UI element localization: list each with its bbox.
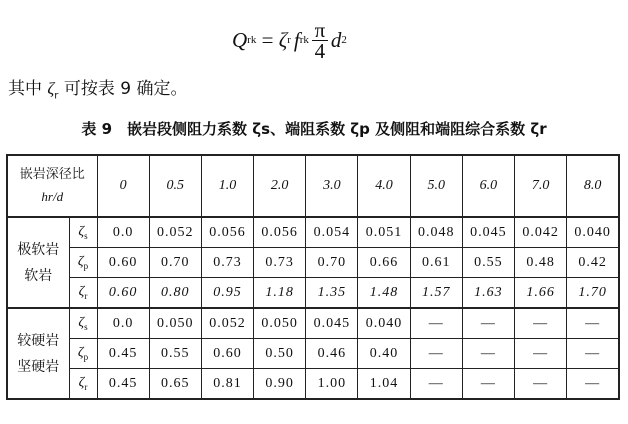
column-header: 8.0 (567, 155, 619, 217)
coefficient-symbol (69, 369, 97, 400)
table-cell: 0.60 (97, 248, 149, 278)
table-row (7, 308, 619, 339)
header-label-line2: hr/d (41, 189, 64, 204)
table-cell: 0.50 (254, 339, 306, 369)
column-header: 1.0 (201, 155, 253, 217)
column-header: 4.0 (358, 155, 410, 217)
symbol-subscript: p (83, 260, 89, 271)
rock-group-cell (7, 308, 69, 399)
note-zeta: ζ (47, 79, 55, 98)
table-cell: 0.45 (97, 339, 149, 369)
note-suffix: 可按表 9 确定。 (58, 79, 188, 99)
table-cell: — (515, 308, 567, 339)
table-cell: 0.054 (306, 217, 358, 248)
symbol-zeta: ζ (78, 284, 85, 300)
table-caption: 表 9 嵌岩段侧阻力系数 ζs、端阻系数 ζp 及侧阻和端阻综合系数 ζr (81, 120, 547, 138)
table-cell: 0.0 (97, 217, 149, 248)
table-cell: 0.48 (515, 248, 567, 278)
table-cell: 0.95 (201, 278, 253, 309)
table-cell: 0.052 (149, 217, 201, 248)
table-cell: 0.050 (149, 308, 201, 339)
table-cell: 0.61 (410, 248, 462, 278)
table-cell: 0.90 (254, 369, 306, 400)
table-cell: 0.040 (567, 217, 619, 248)
table-cell: — (410, 308, 462, 339)
formula-numerator: π (314, 17, 326, 42)
table-cell: — (462, 308, 514, 339)
table-cell: 0.55 (462, 248, 514, 278)
coefficient-symbol (69, 308, 97, 339)
table-cell: 0.045 (462, 217, 514, 248)
table-cell: 0.60 (201, 339, 253, 369)
table-cell: 0.0 (97, 308, 149, 339)
rock-group-line1: 较硬岩 (17, 332, 60, 349)
coefficient-symbol (69, 278, 97, 309)
formula-d: d (330, 27, 342, 52)
table-cell: — (567, 308, 619, 339)
symbol-zeta: ζ (78, 375, 85, 391)
table-cell: 0.65 (149, 369, 201, 400)
table-cell: 1.48 (358, 278, 410, 309)
table-cell: 0.55 (149, 339, 201, 369)
formula-zeta: ζ (278, 27, 288, 52)
table-cell: 0.048 (410, 217, 462, 248)
rock-group-line2: 软岩 (24, 267, 53, 284)
table-cell: — (567, 339, 619, 369)
table-cell: — (462, 369, 514, 400)
coefficient-table (6, 154, 620, 400)
symbol-zeta: ζ (78, 224, 85, 240)
table-cell: 0.045 (306, 308, 358, 339)
formula (232, 14, 422, 66)
symbol-zeta: ζ (77, 254, 84, 270)
table-cell: 0.80 (149, 278, 201, 309)
formula-eq: = (256, 27, 279, 52)
coefficient-symbol (69, 248, 97, 278)
table-cell: 0.45 (97, 369, 149, 400)
symbol-subscript: r (84, 381, 88, 392)
table-cell: 0.040 (358, 308, 410, 339)
table-cell: 0.056 (201, 217, 253, 248)
symbol-zeta: ζ (77, 345, 84, 361)
table-cell: 0.81 (201, 369, 253, 400)
note-prefix: 其中 (8, 79, 48, 99)
formula-fraction (312, 17, 328, 63)
table-row (7, 369, 619, 400)
table-cell: 0.051 (358, 217, 410, 248)
table-row (7, 339, 619, 369)
formula-f: f (293, 27, 300, 52)
table-cell: 0.46 (306, 339, 358, 369)
symbol-subscript: p (83, 351, 89, 362)
header-label-cell (7, 155, 97, 217)
column-header: 0.5 (149, 155, 201, 217)
table-cell: 1.66 (515, 278, 567, 309)
table-header-row (7, 155, 619, 217)
table-cell: — (410, 339, 462, 369)
table-cell: — (515, 339, 567, 369)
rock-group-cell (7, 217, 69, 308)
table-cell: — (462, 339, 514, 369)
column-header: 6.0 (462, 155, 514, 217)
table-cell: — (410, 369, 462, 400)
coefficient-symbol (69, 217, 97, 248)
table-cell: 0.42 (567, 248, 619, 278)
table-cell: 0.042 (515, 217, 567, 248)
table-cell: 0.70 (306, 248, 358, 278)
table-cell: 0.052 (201, 308, 253, 339)
column-header: 7.0 (515, 155, 567, 217)
table-cell: 0.70 (149, 248, 201, 278)
coefficient-symbol (69, 339, 97, 369)
table-cell: 1.35 (306, 278, 358, 309)
formula-f-sub: rk (299, 34, 309, 46)
table-cell: 0.40 (358, 339, 410, 369)
table-cell: 0.66 (358, 248, 410, 278)
symbol-zeta: ζ (78, 315, 85, 331)
table-cell: 1.70 (567, 278, 619, 309)
table-cell: 0.60 (97, 278, 149, 309)
table-cell: 1.00 (306, 369, 358, 400)
rock-group-line1: 极软岩 (17, 241, 60, 258)
table-cell: 1.18 (254, 278, 306, 309)
rock-group-line2: 坚硬岩 (17, 358, 60, 375)
table-body (7, 217, 619, 399)
symbol-subscript: s (84, 321, 88, 332)
column-header: 3.0 (306, 155, 358, 217)
table-cell: — (567, 369, 619, 400)
column-header: 0 (97, 155, 149, 217)
table-cell: 0.73 (254, 248, 306, 278)
formula-denominator: 4 (314, 38, 326, 63)
formula-zeta-sub: r (287, 34, 291, 46)
table-cell: 1.04 (358, 369, 410, 400)
symbol-subscript: s (84, 230, 88, 241)
header-label-line1: 嵌岩深径比 (19, 167, 85, 182)
table-cell: 1.63 (462, 278, 514, 309)
formula-lhs: Q (232, 27, 248, 52)
formula-exp: 2 (341, 34, 347, 46)
table-cell: 1.57 (410, 278, 462, 309)
column-header: 2.0 (254, 155, 306, 217)
note-zeta-sub: r (54, 90, 59, 102)
table-row (7, 217, 619, 248)
formula-lhs-sub: rk (247, 34, 257, 46)
symbol-subscript: r (84, 290, 88, 301)
table-cell: — (515, 369, 567, 400)
table-cell: 0.73 (201, 248, 253, 278)
table-row (7, 278, 619, 309)
column-header: 5.0 (410, 155, 462, 217)
table-cell: 0.050 (254, 308, 306, 339)
note-text (8, 74, 187, 101)
table-cell: 0.056 (254, 217, 306, 248)
table-row (7, 248, 619, 278)
